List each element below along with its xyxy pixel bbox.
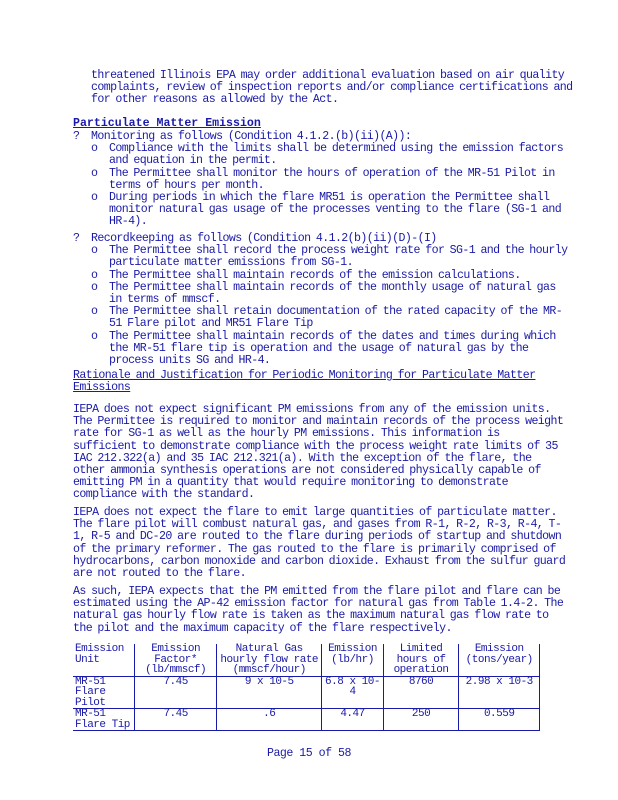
monitoring-lead-text: Monitoring as follows (Condition 4.1.2.(b)(ii)(A)):	[91, 130, 412, 143]
rationale-paragraph-3	[73, 586, 568, 635]
intro-text: threatened Illinois EPA may order additional evaluation based on air quality complaints, review of inspection reports and/or compliance certifications and for other reasons as allowed by the Act.	[91, 69, 573, 107]
sub-bullet-marker: o	[91, 166, 98, 180]
table-cell: 0.559	[459, 709, 540, 731]
rationale-text-1: IEPA does not expect significant PM emissions from any of the emission units. The Permittee is required to monitor and maintain records of the process weight rate for SG-1 as well as the hourly PM emissions. This information is sufficient to demonstrate compliance with the process weight rate limits of 35 IAC 212.322(a) and 35 IAC 212.321(a). With the exception of the flare, the other ammonia synthesis operations are not considered physically capable of emitting PM in a quantity that would require monitoring to demonstrate compliance with the standard.	[73, 403, 564, 502]
recordkeeping-section	[73, 233, 568, 367]
list-item	[91, 270, 568, 282]
column-header: Limited hours of operation	[383, 644, 459, 676]
rationale-text-2: IEPA does not expect the flare to emit large quantities of particulate matter. The flare pilot will combust natural gas, and gases from R-1, R-2, R-3, R-4, T-1, R-5 and DC-20 are routed to the flare during periods of startup and shutdown of the primary reformer. The gas routed to the flare is primarily comprised of hydrocarbons, carbon monoxide and carbon dioxide. Exhaust from the sulfur guard are not routed to the flare.	[73, 506, 566, 581]
list-item-text: The Permittee shall maintain records of the monthly usage of natural gas in terms of mmscf.	[109, 280, 556, 307]
table-cell: 9 x 10-5	[217, 676, 322, 709]
intro-paragraph	[73, 70, 586, 107]
list-item	[91, 192, 568, 229]
sub-bullet-marker: o	[91, 305, 98, 319]
section-title	[73, 118, 568, 130]
table-cell: 7.45	[135, 709, 217, 731]
column-header: Emission Factor* (lb/mmscf)	[135, 644, 217, 676]
rationale-title	[73, 370, 568, 394]
table-cell: 7.45	[135, 676, 217, 709]
list-item-text: The Permittee shall retain documentation of the rated capacity of the MR-51 Flare pilot and MR51 Flare Tip	[109, 305, 563, 331]
table-header-row	[73, 644, 540, 676]
rationale-text-3: As such, IEPA expects that the PM emitted from the flare pilot and flare can be estimated using the AP-42 emission factor for natural gas from Table 1.4-2. The natural gas hourly flow rate is taken as the maximum natural gas flow rate to the pilot and the maximum capacity of the flare respectively.	[73, 585, 564, 635]
list-item-text: During periods in which the flare MR51 is operation the Permittee shall monitor natural gas usage of the processes venting to the flare (SG-1 and HR-4).	[109, 191, 562, 229]
list-item-text: The Permittee shall maintain records of the emission calculations.	[109, 268, 521, 282]
list-item	[91, 282, 568, 306]
column-header: Emission (lb/hr)	[322, 644, 383, 676]
sub-bullet-marker: o	[91, 142, 98, 156]
emission-table	[73, 644, 540, 731]
list-item	[91, 245, 568, 269]
page-number: Page 15 of 58	[267, 747, 351, 760]
table-cell: 2.98 x 10-3	[459, 676, 540, 709]
recordkeeping-lead-text: Recordkeeping as follows (Condition 4.1.2(b)(ii)(D)-(I)	[91, 232, 437, 245]
sub-bullet-marker: o	[91, 244, 98, 258]
table-cell: 250	[383, 709, 459, 731]
list-item	[91, 143, 568, 167]
table-row	[73, 709, 540, 731]
table-row	[73, 676, 540, 709]
sub-bullet-marker: o	[91, 191, 98, 205]
list-item-text: The Permittee shall maintain records of the dates and times during which the MR-51 flare tip is operation and the usage of natural gas by the process units SG and HR-4.	[109, 329, 556, 368]
column-header: Emission (tons/year)	[459, 644, 540, 676]
column-header: Emission Unit	[75, 643, 124, 666]
table-cell: 6.8 x 10-4	[322, 676, 383, 709]
list-item-text: Compliance with the limits shall be determined using the emission factors and equation in the permit.	[109, 142, 564, 168]
table-cell: 4.47	[322, 709, 383, 731]
list-item	[91, 168, 568, 192]
list-item	[91, 331, 568, 368]
monitoring-section	[73, 131, 568, 229]
list-item-text: The Permittee shall record the process weight rate for SG-1 and the hourly particulate matter emissions from SG-1.	[109, 244, 568, 270]
table-cell: MR-51 Flare Pilot	[73, 676, 135, 709]
list-item	[91, 306, 568, 330]
sub-bullet-marker: o	[91, 268, 98, 282]
rationale-paragraph-1	[73, 404, 568, 502]
table-cell: .6	[217, 709, 322, 731]
bullet-marker: ?	[73, 232, 80, 245]
sub-bullet-marker: o	[91, 280, 98, 294]
section-title-text: Particulate Matter Emission	[73, 117, 261, 130]
table-cell: MR-51 Flare Tip	[73, 709, 135, 731]
rationale-title-text: Rationale and Justification for Periodic Monitoring for Particulate Matter Emissions	[73, 369, 536, 395]
list-item-text: The Permittee shall monitor the hours of operation of the MR-51 Pilot in terms of hours per month.	[109, 166, 555, 192]
table-cell: 8760	[383, 676, 459, 709]
column-header: Natural Gas hourly flow rate (mmscf/hour)	[217, 644, 322, 676]
bullet-marker: ?	[73, 130, 80, 143]
sub-bullet-marker: o	[91, 329, 98, 343]
rationale-paragraph-2	[73, 507, 568, 580]
